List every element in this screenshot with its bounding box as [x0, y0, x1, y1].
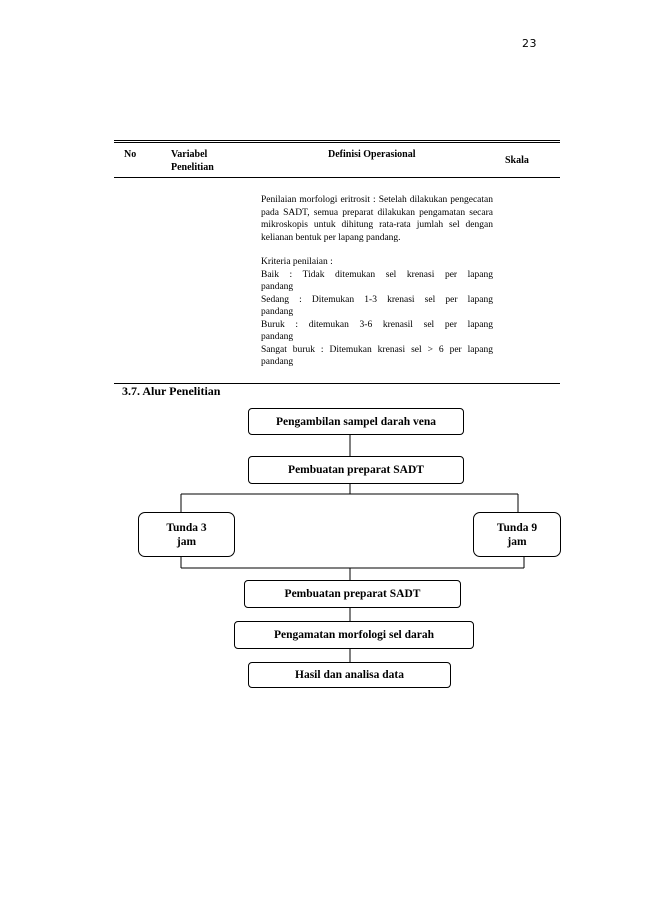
flow-step-sadt-preparation-2: Pembuatan preparat SADT [244, 580, 461, 608]
page-number: 23 [522, 37, 537, 50]
branch-left-line2: jam [176, 535, 197, 548]
header-scale: Skala [505, 155, 529, 166]
definition-paragraph: Penilaian morfologi eritrosit : Setelah dilakukan pengecatan pada SADT, semua preparat dilakukan pengamatan secara mikroskopis untuk dihitung rata-rata jumlah sel dengan kelianan bentuk per lapang pandang. [261, 195, 493, 243]
section-title: 3.7. Alur Penelitian [122, 384, 221, 398]
flow-step-morphology-observation: Pengamatan morfologi sel darah [234, 621, 474, 649]
flow-step-sadt-preparation: Pembuatan preparat SADT [248, 456, 464, 484]
header-variable-line1: Variabel [171, 149, 208, 160]
header-no: No [124, 149, 137, 160]
flow-branch-delay-3h [138, 512, 235, 557]
criteria-medium-line1: Sedang : Ditemukan 1-3 krenasi sel per lapang [261, 294, 493, 305]
header-definition: Definisi Operasional [328, 149, 416, 160]
criteria-title: Kriteria penilaian : [261, 257, 333, 267]
branch-right-line1: Tunda 9 [496, 521, 538, 534]
branch-left-line1: Tunda 3 [166, 521, 207, 534]
header-variable-line2: Penelitian [171, 162, 214, 173]
flow-branch-delay-9h [473, 512, 561, 557]
flow-step-results-analysis: Hasil dan analisa data [248, 662, 451, 688]
criteria-very-bad-line1: Sangat buruk : Ditemukan krenasi sel > 6 per lapang [261, 344, 493, 355]
criteria-medium-line2: pandang [261, 307, 294, 317]
branch-right-line2: jam [507, 535, 527, 548]
criteria-good-line1: Baik : Tidak ditemukan sel krenasi per lapang [261, 269, 493, 280]
criteria-very-bad-line2: pandang [261, 357, 294, 367]
criteria-bad-line2: pandang [261, 332, 294, 342]
flow-step-blood-sampling: Pengambilan sampel darah vena [248, 408, 464, 435]
criteria-bad-line1: Buruk : ditemukan 3-6 krenasil sel per lapang [261, 319, 493, 330]
criteria-good-line2: pandang [261, 282, 294, 292]
